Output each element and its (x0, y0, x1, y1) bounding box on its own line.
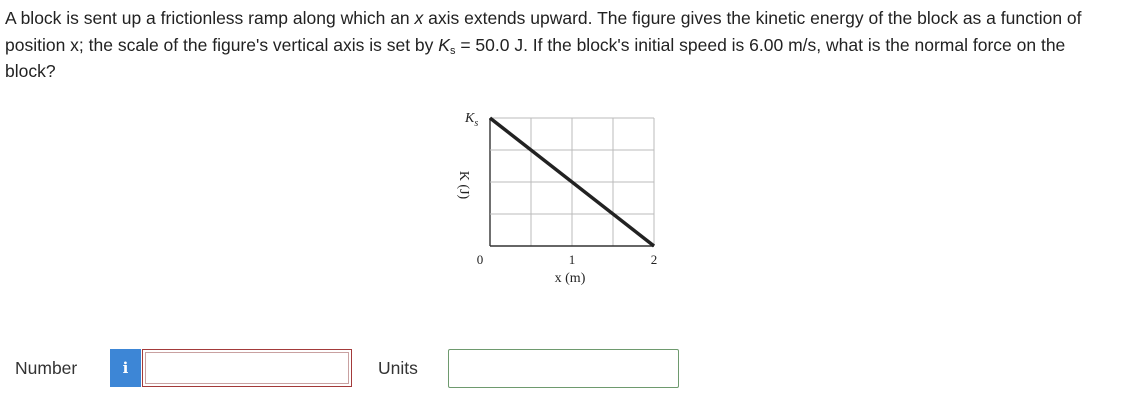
number-field-wrapper (142, 349, 352, 387)
question-part: A block is sent up a frictionless ramp along which an (5, 8, 415, 28)
x-tick-label: 2 (650, 252, 658, 267)
units-input[interactable] (448, 349, 679, 388)
kinetic-energy-chart (440, 100, 680, 300)
ks-symbol: K (438, 34, 450, 55)
question-text (5, 5, 1117, 85)
question-part: axis extends upward. The figure gives the kinetic energy of the block as a function of position x; the scale of the figure's vertical axis is set by (5, 8, 1082, 55)
x-axis-label: x (m) (554, 271, 586, 286)
number-label: Number (15, 358, 78, 378)
y-axis-label: K (J) (456, 170, 471, 200)
x-symbol: x (414, 8, 424, 28)
units-label: Units (378, 358, 418, 378)
x-tick-label: 0 (476, 252, 484, 267)
info-icon[interactable]: i (110, 349, 141, 387)
number-input[interactable] (145, 352, 349, 384)
question-part: = 50.0 J. If the block's initial speed is 6.00 m/s, what is the normal force on the block? (5, 34, 1066, 81)
x-tick-label: 1 (568, 252, 576, 267)
y-scale-label: $K_s$ (465, 111, 479, 129)
x-tick-labels (477, 252, 658, 267)
ks-subscript: s (449, 44, 456, 57)
